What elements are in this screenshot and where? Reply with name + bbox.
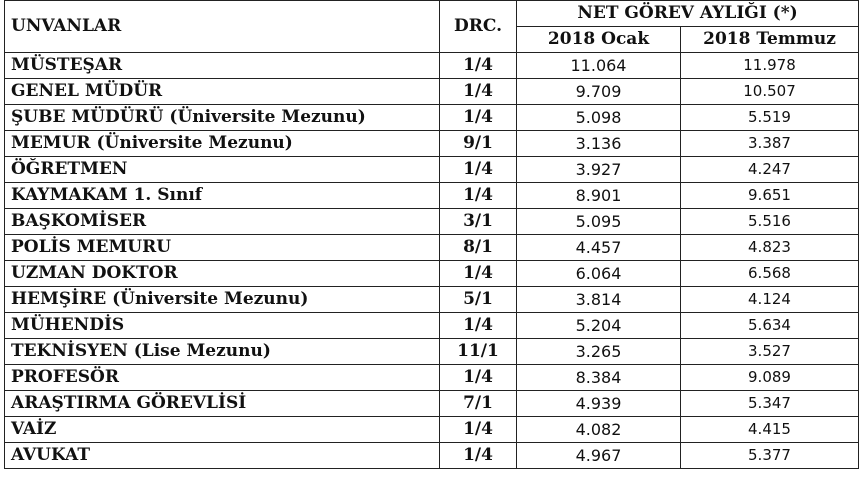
header-row bbox=[5, 1, 859, 27]
row-jul: 3.527 bbox=[681, 339, 859, 365]
row-degree: 9/1 bbox=[440, 131, 517, 157]
row-jan: 11.064 bbox=[517, 53, 681, 79]
row-degree: 11/1 bbox=[440, 339, 517, 365]
table-row bbox=[5, 391, 859, 417]
table-row bbox=[5, 443, 859, 469]
row-jan: 4.939 bbox=[517, 391, 681, 417]
row-title: BAŞKOMİSER bbox=[5, 209, 440, 235]
row-degree: 1/4 bbox=[440, 261, 517, 287]
row-degree: 1/4 bbox=[440, 157, 517, 183]
row-jan: 5.095 bbox=[517, 209, 681, 235]
salary-table bbox=[4, 0, 859, 469]
row-jul: 4.247 bbox=[681, 157, 859, 183]
row-degree: 1/4 bbox=[440, 365, 517, 391]
row-jul: 4.415 bbox=[681, 417, 859, 443]
row-jul: 5.634 bbox=[681, 313, 859, 339]
row-degree: 1/4 bbox=[440, 417, 517, 443]
row-jul: 9.089 bbox=[681, 365, 859, 391]
table-row bbox=[5, 339, 859, 365]
row-degree: 1/4 bbox=[440, 79, 517, 105]
row-degree: 1/4 bbox=[440, 53, 517, 79]
table-row bbox=[5, 287, 859, 313]
row-jan: 8.384 bbox=[517, 365, 681, 391]
row-degree: 7/1 bbox=[440, 391, 517, 417]
row-degree: 1/4 bbox=[440, 183, 517, 209]
row-jul: 3.387 bbox=[681, 131, 859, 157]
row-jul: 4.823 bbox=[681, 235, 859, 261]
row-title: VAİZ bbox=[5, 417, 440, 443]
row-jul: 5.347 bbox=[681, 391, 859, 417]
row-jan: 4.457 bbox=[517, 235, 681, 261]
row-jan: 3.814 bbox=[517, 287, 681, 313]
row-jan: 5.098 bbox=[517, 105, 681, 131]
row-jul: 5.519 bbox=[681, 105, 859, 131]
row-jul: 10.507 bbox=[681, 79, 859, 105]
table-row bbox=[5, 313, 859, 339]
row-title: ÖĞRETMEN bbox=[5, 157, 440, 183]
row-jul: 9.651 bbox=[681, 183, 859, 209]
row-degree: 1/4 bbox=[440, 443, 517, 469]
row-title: KAYMAKAM 1. Sınıf bbox=[5, 183, 440, 209]
table-row bbox=[5, 157, 859, 183]
row-degree: 8/1 bbox=[440, 235, 517, 261]
row-title: AVUKAT bbox=[5, 443, 440, 469]
table-row bbox=[5, 105, 859, 131]
row-title: UZMAN DOKTOR bbox=[5, 261, 440, 287]
table-row bbox=[5, 131, 859, 157]
table-row bbox=[5, 209, 859, 235]
row-title: PROFESÖR bbox=[5, 365, 440, 391]
row-jan: 4.082 bbox=[517, 417, 681, 443]
row-degree: 1/4 bbox=[440, 105, 517, 131]
header-net-salary: NET GÖREV AYLIĞI (*) bbox=[517, 1, 859, 27]
row-jan: 3.265 bbox=[517, 339, 681, 365]
table-row bbox=[5, 235, 859, 261]
header-2018-jul: 2018 Temmuz bbox=[681, 27, 859, 53]
header-degree: DRC. bbox=[440, 1, 517, 53]
row-title: TEKNİSYEN (Lise Mezunu) bbox=[5, 339, 440, 365]
row-degree: 3/1 bbox=[440, 209, 517, 235]
row-jan: 3.136 bbox=[517, 131, 681, 157]
table-row bbox=[5, 53, 859, 79]
header-title: UNVANLAR bbox=[5, 1, 440, 53]
row-jan: 6.064 bbox=[517, 261, 681, 287]
row-jan: 9.709 bbox=[517, 79, 681, 105]
row-jul: 5.377 bbox=[681, 443, 859, 469]
row-title: POLİS MEMURU bbox=[5, 235, 440, 261]
header-2018-jan: 2018 Ocak bbox=[517, 27, 681, 53]
row-jan: 8.901 bbox=[517, 183, 681, 209]
row-jul: 5.516 bbox=[681, 209, 859, 235]
row-title: GENEL MÜDÜR bbox=[5, 79, 440, 105]
table-row bbox=[5, 261, 859, 287]
row-title: MÜHENDİS bbox=[5, 313, 440, 339]
row-degree: 5/1 bbox=[440, 287, 517, 313]
row-title: ŞUBE MÜDÜRÜ (Üniversite Mezunu) bbox=[5, 105, 440, 131]
row-title: HEMŞİRE (Üniversite Mezunu) bbox=[5, 287, 440, 313]
row-jul: 11.978 bbox=[681, 53, 859, 79]
table-row bbox=[5, 79, 859, 105]
row-jul: 4.124 bbox=[681, 287, 859, 313]
row-title: MEMUR (Üniversite Mezunu) bbox=[5, 131, 440, 157]
table-row bbox=[5, 183, 859, 209]
row-jan: 4.967 bbox=[517, 443, 681, 469]
row-title: MÜSTEŞAR bbox=[5, 53, 440, 79]
table-row bbox=[5, 365, 859, 391]
row-jul: 6.568 bbox=[681, 261, 859, 287]
row-jan: 3.927 bbox=[517, 157, 681, 183]
row-title: ARAŞTIRMA GÖREVLİSİ bbox=[5, 391, 440, 417]
row-jan: 5.204 bbox=[517, 313, 681, 339]
table-row bbox=[5, 417, 859, 443]
row-degree: 1/4 bbox=[440, 313, 517, 339]
